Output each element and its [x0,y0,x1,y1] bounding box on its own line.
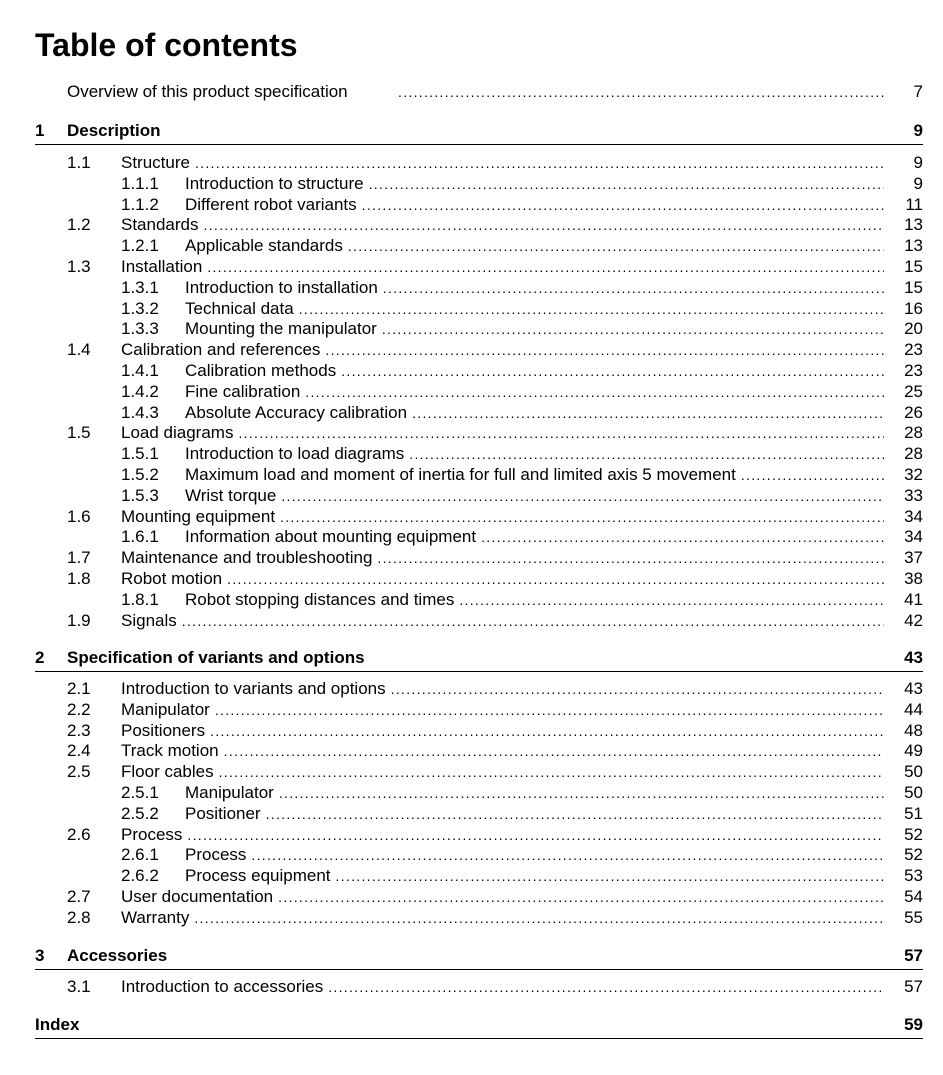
toc-entry[interactable] [0,152,943,173]
toc-entry-page: 15 [904,277,923,297]
toc-leader [215,699,884,721]
toc-entry-label: Fine calibration [185,381,301,401]
toc-entry-label: Process [185,845,247,865]
toc-entry[interactable] [0,782,943,803]
chapter-rule [35,671,923,672]
toc-entry[interactable] [0,214,943,235]
toc-entry-page: 55 [904,907,923,927]
toc-entry-page: 13 [904,215,923,235]
toc-entry[interactable] [0,402,943,423]
toc-entry-label: Wrist torque [185,485,277,505]
toc-entry[interactable] [0,298,943,319]
toc-entry-label: Process [121,824,183,844]
toc-entry-label: Mounting equipment [121,506,276,526]
toc-entry-page: 9 [913,173,923,193]
toc-entry[interactable] [0,678,943,699]
toc-entry-page: 54 [904,887,923,906]
toc-index[interactable] [0,1014,943,1035]
toc-leader [348,235,884,257]
toc-leader [182,610,884,632]
toc-entry-page: 50 [904,762,923,782]
toc-entry-number: 2.3 [67,720,91,740]
toc-entry[interactable] [0,907,943,928]
toc-entry[interactable] [0,443,943,464]
toc-leader [238,422,884,444]
toc-entry-number: 1.5.1 [121,444,159,464]
toc-entry-number: 1.6.1 [121,527,159,547]
toc-entry-page: 11 [905,194,923,214]
toc-entry[interactable] [0,886,943,907]
toc-entry-label: Introduction to accessories [121,977,324,996]
toc-entry-label: Manipulator [185,783,274,802]
toc-chapter-1[interactable] [0,120,943,141]
toc-entry[interactable] [0,235,943,256]
page-title: Table of contents [35,27,298,63]
toc-entry-number: 1.4.1 [121,361,159,380]
toc-entry[interactable] [0,824,943,845]
toc-entry-label: Maintenance and troubleshooting [121,548,373,568]
toc-leader [281,485,884,507]
toc-entry-label: Introduction to variants and options [121,679,386,698]
chapter-rule [35,969,923,970]
toc-label: Overview of this product specification [67,82,348,101]
toc-leader [280,506,884,528]
toc-entry-number: 1.9 [67,610,91,630]
toc-chapter-number: 1 [35,121,45,140]
toc-entry-page: 23 [904,361,923,380]
toc-entry-page: 34 [904,506,923,526]
toc-leader [219,761,884,783]
toc-entry-page: 37 [904,548,923,568]
toc-entry-number: 1.4.3 [121,402,159,422]
toc-entry[interactable] [0,464,943,485]
toc-entry-page: 20 [904,319,923,339]
toc-leader [377,547,884,569]
toc-leader [325,339,884,361]
toc-entry-number: 2.8 [67,907,91,927]
toc-entry[interactable] [0,803,943,824]
toc-chapter-2[interactable] [0,647,943,668]
toc-entry-label: Installation [121,257,203,276]
toc-leader [204,214,885,236]
toc-entry[interactable] [0,976,943,997]
toc-chapter-page: 43 [904,648,923,667]
toc-entry[interactable] [0,844,943,865]
toc-entry-label: Track motion [121,741,219,761]
toc-entry-page: 49 [904,741,923,761]
toc-entry[interactable] [0,381,943,402]
toc-leader [398,81,886,103]
toc-entry-number: 3.1 [67,977,91,996]
toc-chapter-page: 9 [913,121,923,140]
toc-entry-label: Different robot variants [185,194,357,214]
toc-entry[interactable] [0,547,943,568]
toc-leader [382,318,884,340]
toc-leader [341,360,884,382]
toc-entry-label: Robot motion [121,569,223,588]
toc-entry-page: 13 [904,236,923,256]
toc-entry-number: 1.2 [67,215,91,235]
toc-entry-page: 42 [904,610,923,630]
toc-entry-label: User documentation [121,887,274,906]
toc-chapter-number: 2 [35,648,45,667]
toc-entry-number: 2.4 [67,741,91,761]
toc-entry[interactable] [0,589,943,610]
toc-leader [210,720,884,742]
toc-entry-number: 1.5 [67,423,91,443]
toc-entry-number: 1.2.1 [121,236,159,256]
toc-entry[interactable] [0,865,943,886]
toc-leader [336,865,884,887]
toc-entry[interactable] [0,699,943,720]
toc-entry-label: Information about mounting equipment [185,527,477,547]
toc-entry-page: 50 [904,783,923,802]
toc-leader [194,907,884,929]
toc-entry-number: 1.1.2 [121,194,159,214]
toc-entry[interactable] [0,173,943,194]
toc-entry[interactable] [0,339,943,360]
toc-chapter-label: Specification of variants and options [67,648,365,667]
toc-entry-page: 23 [904,340,923,360]
toc-entry-number: 2.6.1 [121,845,159,865]
toc-entry-label: Process equipment [185,866,331,886]
toc-index-label: Index [35,1015,80,1034]
toc-entry[interactable] [0,506,943,527]
toc-entry-label: Introduction to installation [185,277,378,297]
toc-leader [266,803,884,825]
toc-entry-number: 2.5.1 [121,783,159,802]
toc-entry-page: 32 [904,465,923,484]
toc-entry[interactable] [0,194,943,215]
toc-entry-number: 1.8.1 [121,589,159,609]
toc-entry-number: 1.7 [67,548,91,568]
toc-entry[interactable] [0,761,943,782]
toc-entry[interactable] [0,568,943,589]
toc-entry-label: Applicable standards [185,236,343,256]
toc-entry-number: 1.1 [67,153,91,172]
toc-entry-page: 52 [904,824,923,844]
toc-leader [227,568,884,590]
toc-leader [224,740,884,762]
toc-leader [207,256,884,278]
toc-entry-page: 38 [904,569,923,588]
toc-leader [409,443,884,465]
toc-chapter-label: Description [67,121,161,140]
toc-entry-number: 2.7 [67,887,91,906]
toc-entry-label: Structure [121,153,190,172]
toc-entry-label: Warranty [121,907,190,927]
toc-leader [278,886,884,908]
toc-entry-number: 1.3 [67,257,91,276]
toc-entry-label: Positioner [185,803,261,823]
toc-leader [251,844,884,866]
toc-chapter-3[interactable] [0,945,943,966]
toc-entry-number: 1.4 [67,340,91,360]
toc-entry-label: Manipulator [121,699,210,719]
chapter-rule [35,144,923,145]
toc-entry[interactable] [0,740,943,761]
toc-entry-page: 28 [904,444,923,464]
toc-entry-page: 16 [904,298,923,318]
toc-leader [481,526,884,548]
toc-entry-label: Positioners [121,720,206,740]
toc-entry-label: Introduction to structure [185,173,364,193]
toc-leader [741,464,884,486]
toc-entry[interactable] [0,422,943,443]
toc-entry-number: 1.6 [67,506,91,526]
toc-entry-number: 1.5.2 [121,465,159,484]
toc-entry-label: Maximum load and moment of inertia for full and limited axis 5 movement [185,465,736,484]
toc-entry-label: Floor cables [121,762,214,782]
toc-entry-page: 28 [904,423,923,443]
toc-chapter-page: 57 [904,946,923,965]
toc-chapter-label: Accessories [67,946,168,965]
toc-page: 7 [913,82,923,101]
toc-entry-number: 2.5.2 [121,803,159,823]
toc-entry-page: 53 [904,866,923,886]
toc-entry-page: 15 [904,257,923,276]
toc-entry-number: 1.4.2 [121,381,159,401]
toc-leader [383,277,884,299]
toc-leader [412,402,884,424]
toc-chapter-number: 3 [35,946,45,965]
toc-leader [369,173,884,195]
toc-leader [305,381,884,403]
toc-leader [362,194,884,216]
toc-entry-label: Introduction to load diagrams [185,444,405,464]
toc-entry-label: Signals [121,610,177,630]
toc-entry-page: 44 [904,699,923,719]
toc-entry-number: 1.5.3 [121,485,159,505]
toc-leader [187,824,884,846]
toc-entry[interactable] [0,256,943,277]
toc-entry[interactable] [0,720,943,741]
toc-entry-page: 26 [904,402,923,422]
toc-entry-number: 1.3.1 [121,277,159,297]
toc-entry[interactable] [0,610,943,631]
toc-entry-label: Standards [121,215,199,235]
toc-leader [299,298,884,320]
toc-entry-label: Robot stopping distances and times [185,589,455,609]
toc-entry-page: 25 [904,381,923,401]
toc-entry-page: 9 [913,153,923,172]
toc-entry[interactable] [0,360,943,381]
toc-entry-number: 2.5 [67,762,91,782]
toc-entry[interactable] [0,277,943,298]
toc-entry-label: Calibration methods [185,361,337,380]
toc-entry-page: 33 [904,485,923,505]
toc-entry-number: 2.1 [67,679,91,698]
toc-entry-label: Mounting the manipulator [185,319,377,339]
toc-index-page: 59 [904,1015,923,1034]
toc-entry-label: Technical data [185,298,294,318]
toc-entry-page: 52 [904,845,923,865]
toc-entry-number: 2.2 [67,699,91,719]
toc-leader [391,678,884,700]
chapter-rule [35,1038,923,1039]
toc-entry[interactable] [0,318,943,339]
toc-entry-page: 34 [904,527,923,547]
toc-entry-label: Load diagrams [121,423,234,443]
toc-leader [459,589,884,611]
toc-entry-page: 43 [904,679,923,698]
toc-entry[interactable] [0,526,943,547]
toc-entry-number: 2.6 [67,824,91,844]
toc-entry-page: 41 [904,589,923,609]
toc-leader [195,152,884,174]
toc-entry-page: 51 [904,803,923,823]
toc-entry-number: 1.3.2 [121,298,159,318]
toc-entry-number: 1.8 [67,569,91,588]
toc-entry-label: Absolute Accuracy calibration [185,402,408,422]
toc-leader [328,976,884,998]
toc-entry-number: 2.6.2 [121,866,159,886]
toc-leader [279,782,884,804]
toc-entry-overview[interactable] [0,81,943,102]
toc-entry-page: 48 [904,720,923,740]
toc-entry[interactable] [0,485,943,506]
toc-entry-number: 1.1.1 [121,173,159,193]
toc-entry-label: Calibration and references [121,340,321,360]
toc-entry-number: 1.3.3 [121,319,159,339]
toc-entry-page: 57 [904,977,923,996]
